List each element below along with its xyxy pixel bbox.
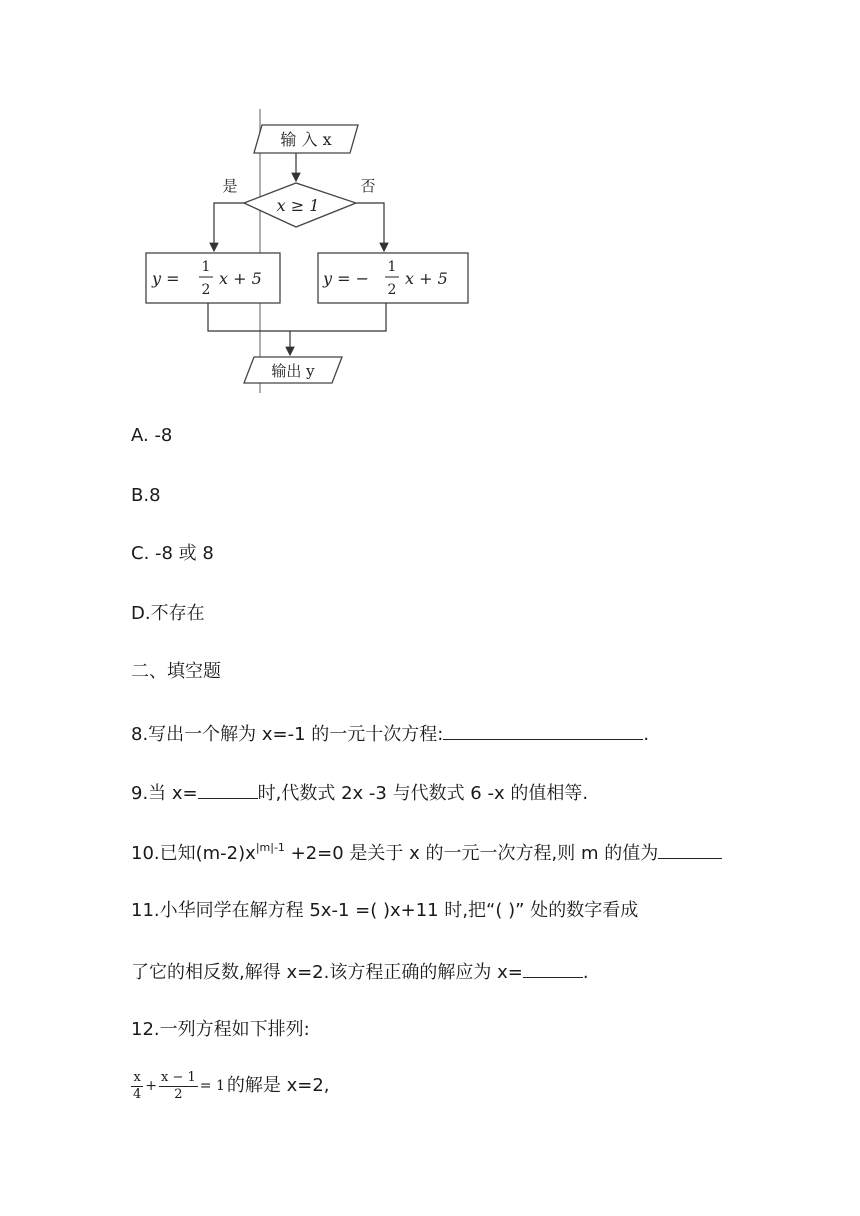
yes-formula-numerator: 1 [201, 259, 211, 275]
option-c: C. -8 或 8 [131, 543, 214, 564]
equation-plus: + [145, 1078, 158, 1094]
question-8-end: . [643, 724, 650, 745]
question-9 [131, 780, 588, 806]
question-11-line-2 [131, 959, 589, 985]
section-title: 二、填空题 [131, 661, 221, 682]
question-8-blank [443, 721, 643, 740]
question-10 [131, 840, 722, 868]
option-d: D.不存在 [131, 603, 205, 624]
question-8-text: 8.写出一个解为 x=-1 的一元十次方程: [131, 724, 444, 745]
yes-label: 是 [222, 177, 238, 195]
question-12-equation [131, 1068, 330, 1104]
equation-fraction-2-denominator: 2 [174, 1086, 183, 1102]
no-formula-numerator: 1 [387, 259, 397, 275]
question-10-start: 10.已知(m-2)x [131, 843, 256, 864]
option-b: B.8 [131, 485, 161, 506]
question-12-intro: 12.一列方程如下排列: [131, 1019, 310, 1040]
question-10-blank [658, 840, 722, 859]
equation-fraction-1-denominator: 4 [133, 1086, 142, 1102]
flowchart-diagram [130, 105, 490, 395]
question-9-start: 9.当 x= [131, 783, 198, 804]
no-formula-prefix: y = − [323, 269, 370, 288]
equation-fraction-2 [159, 1070, 198, 1103]
merge-line [208, 303, 386, 331]
question-10-exponent: |m|-1 [255, 841, 285, 854]
question-11-blank [523, 959, 583, 978]
equation-rhs: = 1 [199, 1078, 225, 1094]
question-11-line-2-start: 了它的相反数,解得 x=2.该方程正确的解应为 x= [131, 962, 523, 983]
arrow-yes-branch [214, 203, 244, 251]
yes-formula-denominator: 2 [201, 282, 211, 298]
equation-fraction-1-numerator: x [131, 1070, 143, 1087]
equation-fraction-2-numerator: x − 1 [161, 1069, 196, 1085]
yes-formula-suffix: x + 5 [219, 269, 262, 288]
equation-tail: 的解是 x=2, [226, 1075, 330, 1096]
question-9-end: 时,代数式 2x -3 与代数式 6 -x 的值相等. [257, 783, 589, 804]
question-11-line-2-end: . [582, 962, 589, 983]
option-a: A. -8 [131, 425, 173, 446]
question-8 [131, 721, 649, 747]
condition-label: x ≥ 1 [276, 196, 320, 215]
question-11-line-1: 11.小华同学在解方程 5x-1 =( )x+11 时,把“( )” 处的数字看成 [131, 900, 639, 921]
output-label: 输出 y [271, 362, 315, 380]
yes-formula-prefix: y = [152, 269, 180, 288]
equation-fraction-1 [131, 1070, 143, 1103]
no-label: 否 [360, 177, 376, 195]
no-formula-denominator: 2 [387, 282, 397, 298]
flowchart [130, 105, 490, 395]
input-label: 输 入 x [280, 130, 332, 149]
question-9-blank [198, 780, 258, 799]
arrow-no-branch [356, 203, 384, 251]
question-10-end: +2=0 是关于 x 的一元一次方程,则 m 的值为 [284, 843, 659, 864]
no-formula-suffix: x + 5 [405, 269, 448, 288]
